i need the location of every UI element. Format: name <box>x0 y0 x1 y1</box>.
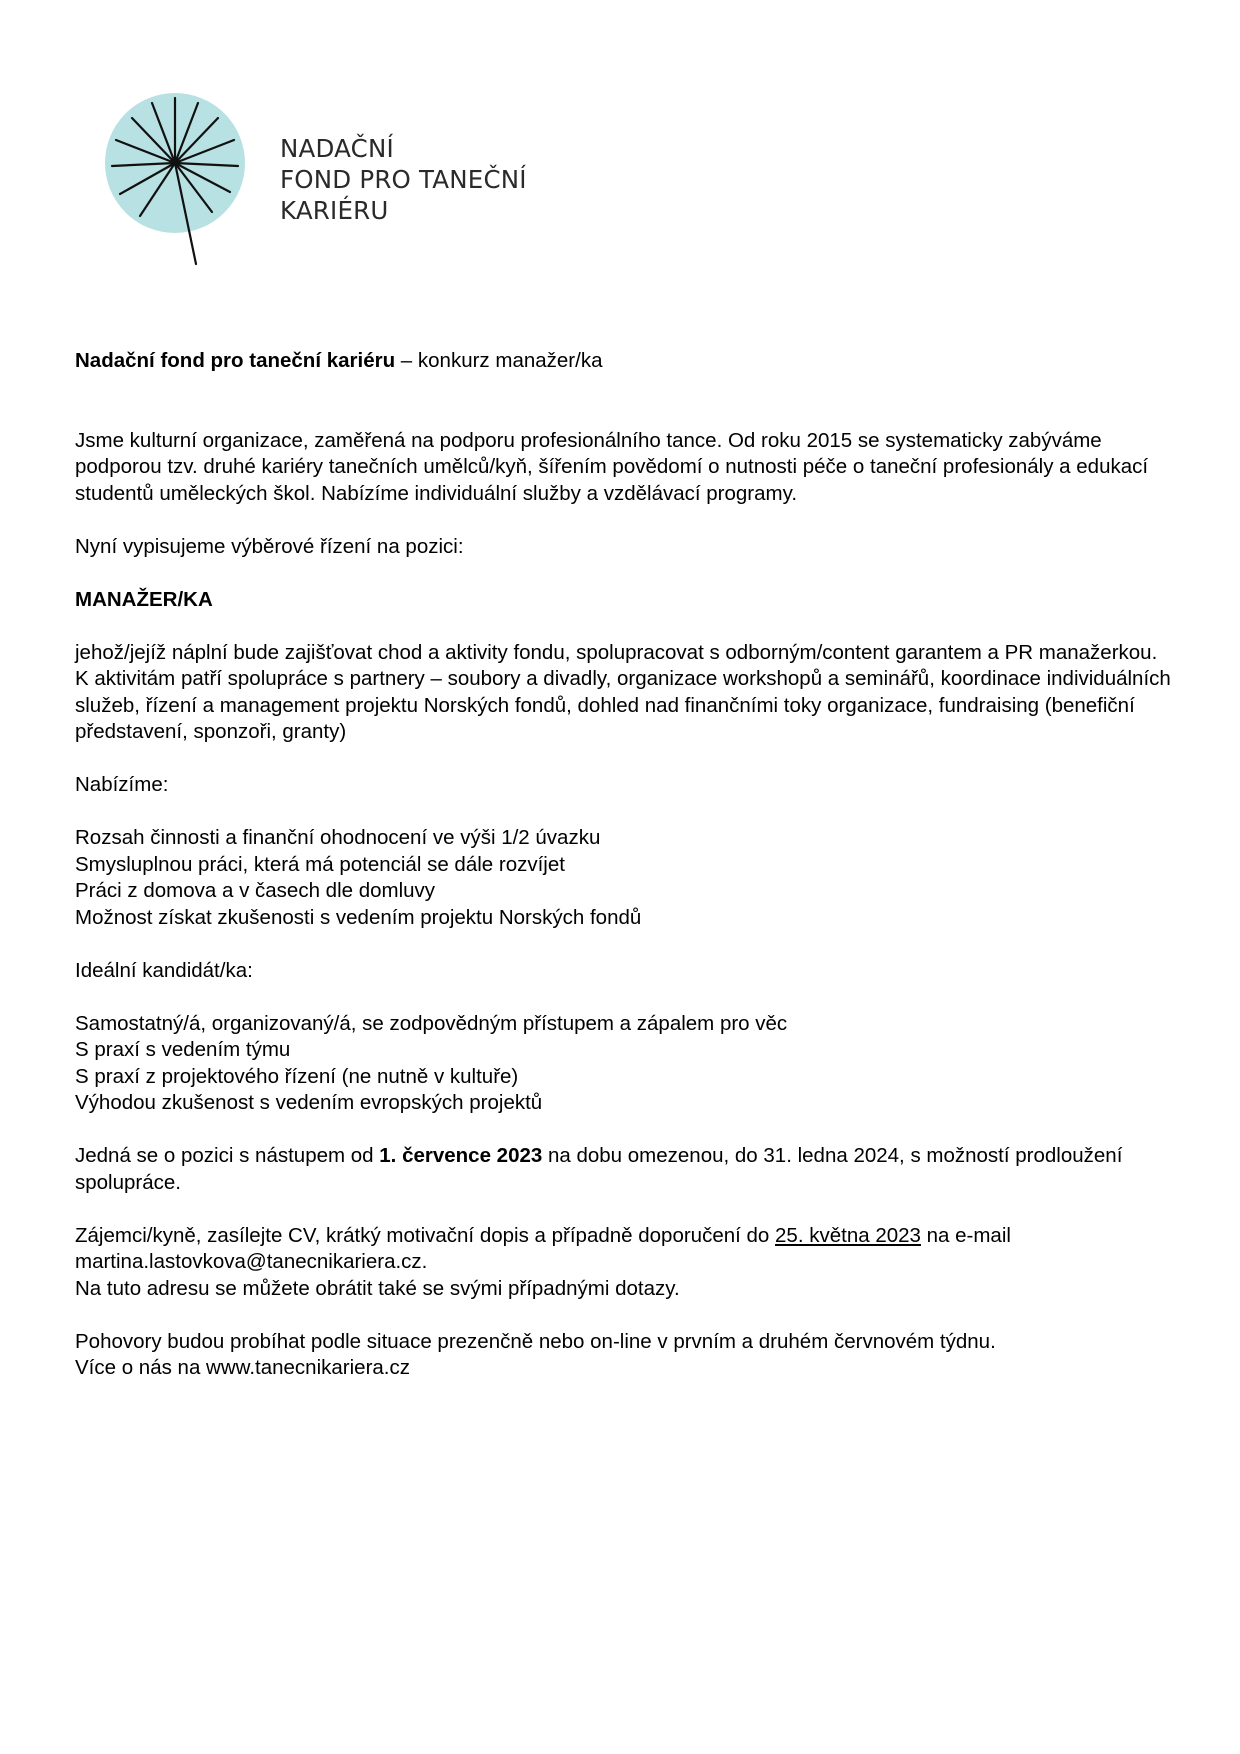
logo-text <box>280 133 527 226</box>
apply-pre: Zájemci/kyně, zasílejte CV, krátký motivační dopis a případně doporučení do <box>75 1223 776 1247</box>
description-paragraph: jehož/jejíž náplní bude zajišťovat chod a aktivity fondu, spolupracovat s odborným/content garantem a PR manažerkou. K aktivitám patří spolupráce s partnery – soubory a divadly, organizace workshopů a seminářů, koordinace individuálních služeb, řízení a management projektu Norských fondů, dohled nad finančními toky organizace, fundraising (benefiční představení, sponzoři, granty) <box>75 640 1171 743</box>
apply-questions: Na tuto adresu se můžete obrátit také se svými případnými dotazy. <box>75 1276 680 1300</box>
intro-paragraph: Jsme kulturní organizace, zaměřená na podporu profesionálního tance. Od roku 2015 se systematicky zabýváme podporou tzv. druhé kariéry tanečních umělců/kyň, šířením povědomí o nutnosti péče o taneční profesionály a edukací studentů uměleckých škol. Nabízíme individuální služby a vzdělávací programy. <box>75 428 1149 505</box>
apply-paragraph <box>75 1223 1175 1303</box>
offer-item: Smysluplnou práci, která má potenciál se dále rozvíjet <box>75 852 565 876</box>
dandelion-icon <box>100 88 280 300</box>
candidate-item: Samostatný/á, organizovaný/á, se zodpovědným přístupem a zápalem pro věc <box>75 1011 788 1035</box>
position-title <box>75 587 1175 614</box>
candidate-item: S praxí s vedením týmu <box>75 1038 291 1061</box>
interviews-paragraph <box>75 1329 1175 1382</box>
candidate-item: Výhodou zkušenost s vedením evropských projektů <box>75 1091 543 1114</box>
apply-email[interactable]: martina.lastovkova@tanecnikariera.cz. <box>75 1250 428 1273</box>
interviews-text: Pohovory budou probíhat podle situace prezenčně nebo on-line v prvním a druhém červnovém týdnu. <box>75 1329 996 1353</box>
document-body <box>75 348 1175 1382</box>
offer-title: Nabízíme: <box>75 773 169 796</box>
start-post: na dobu omezenou, do 31. ledna 2024, s možností prodloužení spolupráce. <box>75 1144 1123 1194</box>
foundation-logo <box>100 88 570 300</box>
heading-bold: Nadační fond pro taneční kariéru <box>75 349 396 372</box>
more-info-link[interactable]: Více o nás na www.tanecnikariera.cz <box>75 1356 410 1379</box>
logo-line-1: NADAČNÍ <box>280 134 394 163</box>
apply-mid: na e-mail <box>920 1223 1011 1247</box>
offer-item: Rozsah činnosti a finanční ohodnocení ve výši 1/2 úvazku <box>75 826 601 849</box>
candidate-title: Ideální kandidát/ka: <box>75 958 253 982</box>
apply-deadline: 25. května 2023 <box>775 1223 921 1247</box>
call-paragraph: Nyní vypisujeme výběrové řízení na pozici: <box>75 534 464 558</box>
offer-item: Možnost získat zkušenosti s vedením projektu Norských fondů <box>75 905 642 929</box>
offer-item: Práci z domova a v časech dle domluvy <box>75 879 436 902</box>
candidate-list <box>75 1011 1175 1117</box>
offer-list <box>75 825 1175 931</box>
logo-line-3: KARIÉRU <box>280 196 389 225</box>
start-paragraph <box>75 1143 1175 1196</box>
document-heading <box>75 348 1175 375</box>
start-pre: Jedná se o pozici s nástupem od <box>75 1144 380 1167</box>
candidate-item: S praxí z projektového řízení (ne nutně v kultuře) <box>75 1064 519 1088</box>
start-date: 1. července 2023 <box>379 1144 543 1167</box>
heading-rest: – konkurz manažer/ka <box>395 349 603 372</box>
logo-line-2: FOND PRO TANEČNÍ <box>280 165 527 194</box>
position-title-text: MANAŽER/KA <box>75 587 213 611</box>
